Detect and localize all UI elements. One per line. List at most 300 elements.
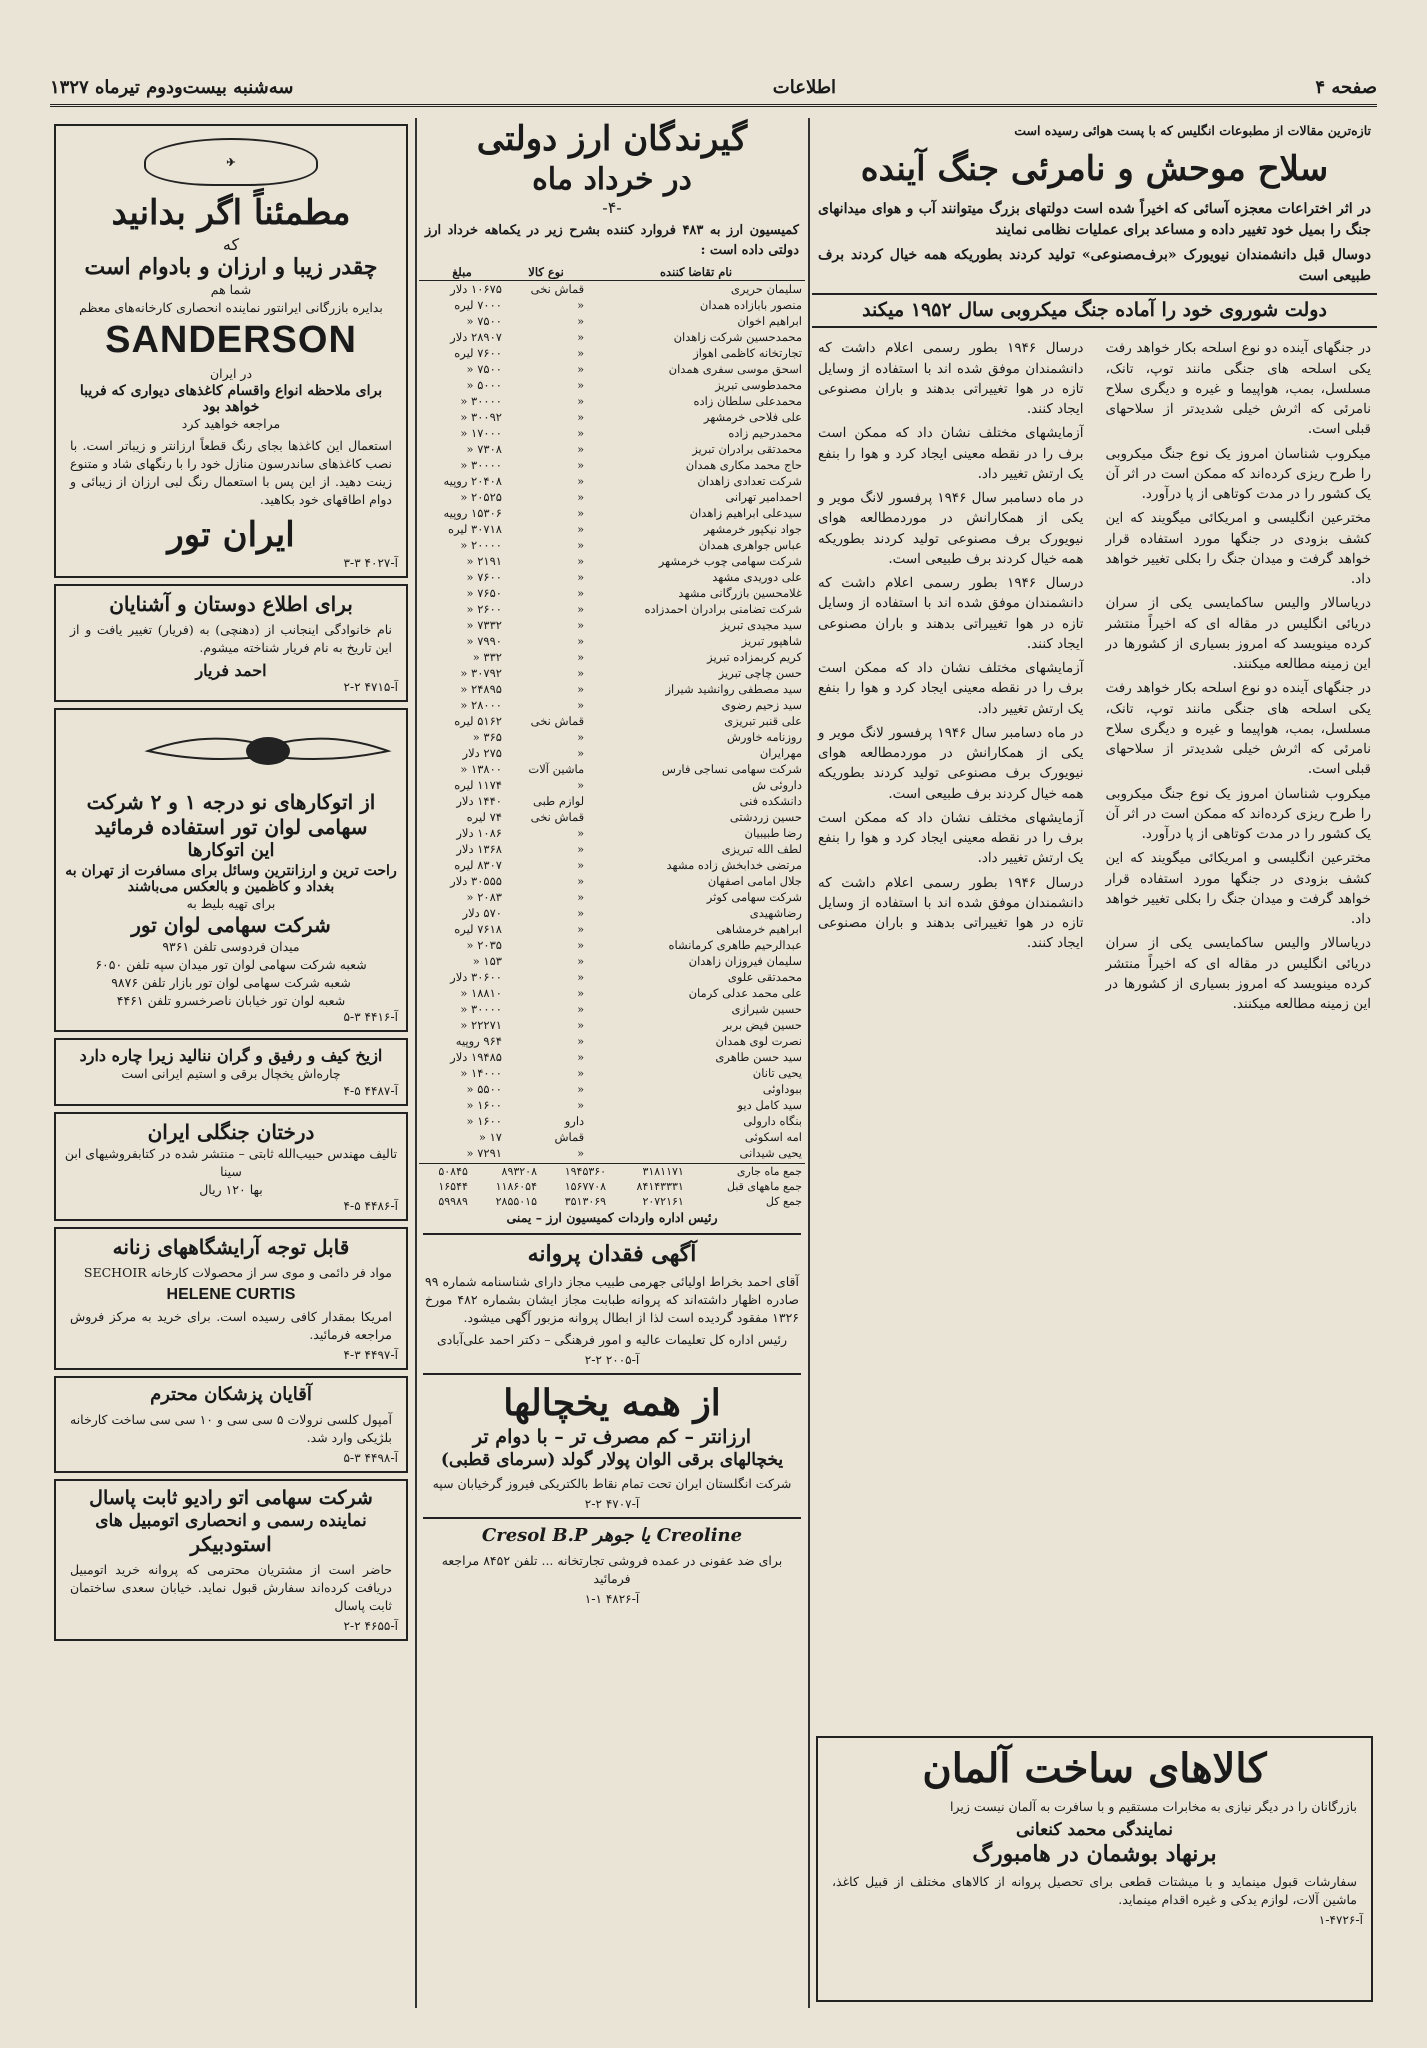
table-cell: « — [577, 410, 585, 424]
table-cell: لطف الله تبریزی — [721, 842, 802, 856]
table-cell: غلامحسین بازرگانی مشهد — [678, 586, 802, 600]
table-cell: ۵۱۶۲ لیره — [454, 714, 502, 728]
table-cell: « — [577, 890, 585, 904]
totals-row — [419, 1164, 805, 1180]
table-cell: محمدعلی سلطان زاده — [693, 394, 802, 408]
table-cell: داروئی ش — [752, 778, 802, 792]
luantour-address: شعبه شرکت سهامی لوان تور بازار تلفن ۹۸۷۶ — [111, 975, 351, 991]
name-change-notice — [54, 584, 408, 702]
table-cell: « — [577, 1002, 585, 1016]
totals-table — [419, 1163, 805, 1209]
table-cell: « — [577, 874, 585, 888]
german-goods-company: برنهاد بوشمان در هامبورگ — [972, 1841, 1217, 1868]
table-cell: ۲۴۸۹۵ « — [460, 682, 502, 696]
table-header: مبلغ — [419, 264, 505, 281]
table-row — [419, 777, 805, 793]
totals-cell: ۳۱۸۱۱۷۱ — [642, 1165, 684, 1178]
table-row — [419, 761, 805, 777]
article-paragraph: درسال ۱۹۴۶ بطور رسمی اعلام داشت که دانشمندان موفق شده اند با استفاده از وسایل تازه در هوا تغییراتی بدهند و باران مصنوعی ایجاد کنند. — [818, 874, 1084, 952]
article-paragraph: دریاسالار والیس ساکمایسی یکی از سران دریائی انگلیس در مقاله ای که اخیراً منتشر کرده مینویسد که امروز بسیاری از کشورها در این زمینه مطالعه میکنند. — [1105, 595, 1371, 673]
table-cell: ۱۰۸۶ دلار — [456, 826, 502, 840]
table-row — [419, 665, 805, 681]
salon-title: قابل توجه آرایشگاههای زنانه — [112, 1234, 350, 1259]
table-row — [419, 745, 805, 761]
table-cell: ۷۶۰۰ لیره — [454, 346, 502, 360]
table-cell: ۱۵۳ « — [472, 954, 502, 968]
table-cell: شاهپور تبریز — [741, 634, 802, 648]
table-cell: قماش نخی — [530, 714, 585, 728]
name-change-body: نام خانوادگی اینجانب از (دهنچی) به (فریار) تغییر یافت و از این تاریخ به نام فریار شناخته میشوم. — [70, 622, 392, 656]
table-cell: « — [577, 1082, 585, 1096]
table-cell: « — [577, 730, 585, 744]
table-cell: ۱۳۶۸ دلار — [456, 842, 502, 856]
table-cell: « — [577, 522, 585, 536]
article-column — [812, 118, 1377, 2008]
table-cell: ۱۷۰۰۰ « — [460, 426, 502, 440]
table-cell: منصور بابازاده همدان — [699, 298, 802, 312]
german-goods-line: بازرگانان را در دیگر نیازی به مخابرات مستقیم و با سافرت به آلمان نیست زیرا — [950, 1799, 1357, 1814]
article-paragraph: در ماه دسامبر سال ۱۹۴۶ پرفسور لانگ مویر و یکی از همکارانش در موردمطالعه هوای نیویورک برف مصنوعی تولید کردند بطوریکه همه خیال کردند برف طبیعی است. — [818, 724, 1084, 802]
luantour-body: راحت ترین و ارزانترین وسائل برای مسافرت از تهران به بغداد و کاظمین و بالعکس می‌باشند — [65, 862, 397, 895]
currency-intro: کمیسیون ارز به ۴۸۳ فروارد کننده بشرح زیر در یکماهه خرداد ارز دولتی داده است : — [425, 223, 799, 258]
table-cell: تجارتخانه کاظمی اهواز — [693, 346, 802, 360]
table-cell: « — [577, 506, 585, 520]
table-cell: ۷۶۱۸ لیره — [454, 922, 502, 936]
table-cell: سید زحیم رضوی — [721, 698, 802, 712]
table-cell: « — [577, 1018, 585, 1032]
iran-tour-logo: ✈ — [144, 138, 318, 186]
table-cell: رضاشهیدی — [749, 906, 802, 920]
doctors-ref: آ-۴۴۹۸ ۳-۵ — [343, 1451, 398, 1465]
table-cell: « — [577, 746, 585, 760]
table-row — [419, 1049, 805, 1065]
notice-signature: رئیس اداره کل تعلیمات عالیه و امور فرهنگی – دکتر احمد علی‌آبادی — [436, 1332, 788, 1347]
table-cell: ابراهیم خرمشاهی — [716, 922, 802, 936]
table-cell: « — [577, 474, 585, 488]
german-goods-agent: نمایندگی محمد کنعانی — [1016, 1820, 1173, 1841]
sanderson-ad — [54, 124, 408, 578]
currency-table — [419, 264, 805, 1161]
forest-trees-title: درختان جنگلی ایران — [147, 1119, 315, 1144]
table-cell: یحیی تانان — [752, 1066, 802, 1080]
article-paragraph: درسال ۱۹۴۶ بطور رسمی اعلام داشت که دانشمندان موفق شده اند با استفاده از وسایل تازه در هوا تغییراتی بدهند و باران مصنوعی ایجاد کنند. — [818, 575, 1084, 652]
forest-trees-ad — [54, 1112, 408, 1221]
table-cell: « — [577, 634, 585, 648]
table-cell: « — [577, 458, 585, 472]
table-cell: ۲۸۰۰۰ « — [460, 698, 502, 712]
table-cell: ۱۱۷۴ لیره — [454, 778, 502, 792]
table-cell: ۷۳۰۸ « — [466, 442, 502, 456]
table-row — [419, 937, 805, 953]
notice-ref: آ-۲۰۰۵ ۲-۲ — [584, 1353, 640, 1368]
table-cell: ۹۶۴ روپیه — [455, 1034, 502, 1048]
sanderson-brand-sub: در ایران — [209, 365, 253, 381]
table-row — [419, 873, 805, 889]
totals-cell: جمع ماههای قبل — [727, 1180, 802, 1193]
table-cell: ۳۶۵ « — [472, 730, 502, 744]
totals-cell: ۵۰۸۴۵ — [438, 1165, 468, 1178]
table-cell: مرتضی خدابخش زاده مشهد — [666, 858, 802, 872]
table-cell: « — [577, 778, 585, 792]
table-cell: ۳۰۶۰۰ دلار — [450, 970, 502, 984]
table-cell: محمدحسین شرکت زاهدان — [673, 330, 802, 344]
table-cell: ۷۲۹۱ « — [466, 1146, 502, 1160]
table-cell: « — [577, 442, 585, 456]
table-cell: « — [577, 378, 585, 392]
table-row — [419, 1145, 805, 1161]
table-cell: ۱۳۸۰۰ « — [460, 762, 502, 776]
radio-body: حاضر است از مشتریان محترمی که پروانه خرید اتومبیل دریافت کرده‌اند سفارش قبول نماید. خیابان سعدی ساختمان ثابت پاسال — [70, 1562, 392, 1614]
table-cell: « — [577, 970, 585, 984]
table-cell: حسین فیض بربر — [722, 1018, 802, 1032]
table-cell: ۲۶۰۰ « — [466, 602, 502, 616]
table-row — [419, 1001, 805, 1017]
table-row — [419, 473, 805, 489]
table-cell: قماش نخی — [530, 282, 585, 296]
luantour-ad — [54, 708, 408, 1032]
table-cell: ۷۶۰۰ « — [466, 570, 502, 584]
table-cell: « — [577, 490, 585, 504]
table-row — [419, 1097, 805, 1113]
table-row — [419, 825, 805, 841]
article-paragraph: آزمایشهای مختلف نشان داد که ممکن است برف را در نقطه معینی ایجاد کرد و هوا را بنفع یک ارتش تغییر داد. — [818, 660, 1084, 717]
table-cell: نصرت لوی همدان — [715, 1034, 802, 1048]
salon-ad — [54, 1227, 408, 1370]
table-cell: سیدعلی ابراهیم زاهدان — [689, 506, 802, 520]
table-cell: « — [577, 346, 585, 360]
table-cell: « — [577, 922, 585, 936]
fridge-remedy-ref: آ-۴۴۸۷ ۵-۴ — [343, 1083, 398, 1098]
totals-cell: جمع ماه جاری — [736, 1165, 802, 1178]
table-cell: « — [577, 1098, 585, 1112]
table-row — [419, 553, 805, 569]
table-cell: « — [577, 554, 585, 568]
german-goods-body: سفارشات قبول مینماید و با میشتات قطعی برای تحصیل پروانه از کالاهای مختلف از قبیل کاغذ، ماشین آلات، لوازم یدکی و غیره اقدام مینماید. — [832, 1873, 1357, 1907]
table-cell: ۲۰۸۳ « — [466, 890, 502, 904]
table-row — [419, 361, 805, 377]
table-cell: حاج محمد مکاری همدان — [685, 458, 802, 472]
table-row — [419, 905, 805, 921]
masthead-title: اطلاعات — [772, 76, 837, 98]
table-cell: ۲۰۰۰۰ « — [460, 538, 502, 552]
german-goods-ad — [816, 1736, 1373, 2002]
table-cell: عباس جواهری همدان — [698, 538, 802, 552]
sanderson-small: شما هم — [210, 282, 252, 297]
sanderson-mid: که — [222, 234, 240, 254]
table-cell: ۱۶۰۰ « — [466, 1098, 502, 1112]
table-cell: حسن چاچی تبریز — [718, 666, 802, 680]
totals-cell: ۱۵۶۷۷۰۸ — [564, 1180, 607, 1193]
luantour-address: شعبه لوان تور خیابان ناصرخسرو تلفن ۴۴۶۱ — [116, 993, 346, 1009]
table-row — [419, 857, 805, 873]
table-cell: « — [577, 906, 585, 920]
table-cell: ۵۵۰۰ « — [466, 1082, 502, 1096]
table-row — [419, 297, 805, 313]
table-row — [419, 585, 805, 601]
table-cell: سید حسن طاهری — [715, 1050, 802, 1064]
table-cell: علی فلاحی خرمشهر — [703, 410, 802, 424]
table-row — [419, 841, 805, 857]
totals-row — [419, 1179, 805, 1194]
doctors-title: آقایان پزشکان محترم — [150, 1384, 312, 1406]
table-cell: قماش نخی — [530, 810, 585, 824]
table-cell: محمدتقی برادران تبریز — [692, 442, 802, 456]
totals-cell: ۱۱۸۶۰۵۴ — [495, 1180, 537, 1193]
article-paragraph: دریاسالار والیس ساکمایسی یکی از سران دریائی انگلیس در مقاله ای که اخیراً منتشر کرده مینویسد که امروز بسیاری از کشورها در این زمینه مطالعه میکنند. — [1105, 935, 1371, 1013]
table-cell: شرکت سهامی نساجی فارس — [661, 762, 802, 776]
table-cell: « — [577, 954, 585, 968]
table-cell: ببوداوئی — [762, 1082, 802, 1096]
table-cell: علی قنبر تبریزی — [724, 714, 802, 728]
notice-body: آقای احمد بخراط اولیائی جهرمی طبیب مجاز دارای شناسنامه شماره ۹۹ صادره اظهار داشته‌اند که پروانه طبابت مجاز ایشان بشماره ۴۸۲ مورخ ۱۳۲۶ مفقود گردیده است لذا از ابطال پروانه مزبور آگهی میشود. — [425, 1273, 799, 1325]
currency-title-2: در خرداد ماه — [532, 161, 692, 197]
table-cell: « — [577, 1066, 585, 1080]
table-cell: ۱۸۸۱۰ « — [460, 986, 502, 1000]
table-row — [419, 409, 805, 425]
totals-cell: جمع کل — [765, 1195, 802, 1208]
table-cell: « — [577, 298, 585, 312]
table-cell: « — [577, 570, 585, 584]
sanderson-claim-2: مراجعه خواهید کرد — [181, 415, 281, 431]
table-cell: « — [577, 426, 585, 440]
table-cell: ۲۰۴۰۸ روپیه — [443, 474, 502, 488]
salon-body: مواد فر دائمی و موی سر از محصولات کارخانه SECHOIR — [83, 1264, 392, 1280]
table-cell: ۱۷ « — [478, 1130, 502, 1144]
table-cell: احمدامیر تهرانی — [725, 490, 802, 504]
forest-trees-ref: آ-۴۴۸۶ ۵-۴ — [343, 1198, 398, 1213]
currency-title: گیرندگان ارز دولتی — [476, 119, 748, 159]
table-cell: سید کامل دیو — [737, 1098, 802, 1112]
table-cell: ۷۳۳۲ « — [466, 618, 502, 632]
fridge-remedy-ad — [54, 1038, 408, 1105]
table-header: نوع کالا — [505, 264, 587, 281]
article-paragraph: مخترعین انگلیسی و امریکائی میگویند که این کشف بزودی در جنگها مورد استفاده قرار خواهد گرفت و میدان جنگ را بکلی تغییر خواهد داد. — [1105, 510, 1371, 588]
table-cell: « — [577, 858, 585, 872]
table-cell: « — [577, 602, 585, 616]
table-cell: ۱۴۰۰۰ « — [460, 1066, 502, 1080]
table-cell: حسین شیرازی — [731, 1002, 802, 1016]
table-cell: ۳۰۰۰۰ « — [460, 394, 502, 408]
table-cell: ۱۵۳۰۶ روپیه — [443, 506, 502, 520]
radio-ad — [54, 1479, 408, 1641]
salon-brand: HELENE CURTIS — [166, 1286, 296, 1303]
table-cell: ۸۳۰۷ لیره — [454, 858, 502, 872]
table-row — [419, 617, 805, 633]
table-cell: محمدرحیم زاده — [728, 426, 802, 440]
totals-row — [419, 1194, 805, 1209]
table-cell: ۱۶۰۰ « — [466, 1114, 502, 1128]
salon-ref: آ-۴۴۹۷ ۳-۴ — [343, 1348, 398, 1363]
totals-cell: ۱۹۴۵۳۶۰ — [564, 1165, 607, 1178]
sanderson-intro: بدایره بازرگانی ایرانتور نماینده انحصاری کارخانه‌های معظم — [79, 300, 383, 316]
table-cell: سلیمان فیروزان زاهدان — [688, 954, 802, 968]
article-kicker: تازه‌ترین مقالات از مطبوعات انگلیس که با پست هوائی رسیده است — [1014, 123, 1371, 138]
totals-cell: ۵۹۹۸۹ — [438, 1195, 468, 1208]
radio-brand: استودبیکر — [190, 1532, 272, 1556]
table-cell: شرکت تضامنی برادران احمدزاده — [644, 602, 802, 616]
table-row — [419, 489, 805, 505]
article-paragraph: در ماه دسامبر سال ۱۹۴۶ پرفسور لانگ مویر و یکی از همکارانش در موردمطالعه هوای نیویورک برف مصنوعی تولید کردند بطوریکه همه خیال کردند برف طبیعی است. — [818, 490, 1084, 567]
table-row — [419, 329, 805, 345]
fridge-ref: آ-۴۷۰۷ ۲-۲ — [584, 1497, 640, 1512]
cresol-title: Creoline یا جوهر Cresol B.P — [481, 1525, 743, 1547]
table-cell: « — [577, 314, 585, 328]
table-cell: ۳۰۰۰۰ « — [460, 1002, 502, 1016]
table-cell: ماشین آلات — [528, 762, 585, 776]
table-cell: ۳۰۷۹۲ « — [460, 666, 502, 680]
table-row — [419, 969, 805, 985]
table-row — [419, 809, 805, 825]
cresol-ref: آ-۴۸۲۶ ۱-۱ — [584, 1592, 640, 1606]
table-row — [419, 393, 805, 409]
fridge-remedy-title: ازیخ کیف و رفیق و گران ننالید زیرا چاره دارد — [79, 1046, 383, 1066]
german-goods-ref: آ-۴۷۲۶-۱ — [1318, 1913, 1363, 1928]
table-row — [419, 521, 805, 537]
name-change-ref: آ-۴۷۱۵ ۲-۲ — [343, 680, 398, 695]
luantour-ref: آ-۴۴۱۶ ۳-۵ — [343, 1010, 398, 1025]
table-cell: محمدطوسی تبریز — [715, 378, 802, 392]
table-cell: ۷۰۰۰ لیره — [454, 298, 502, 312]
page-number: صفحه ۴ — [1315, 76, 1377, 98]
article-headline: سلاح موحش و نامرئی جنگ آینده — [860, 149, 1329, 190]
table-row — [419, 1081, 805, 1097]
sanderson-body: استعمال این کاغذها بجای رنگ قطعاً ارزانتر و زیباتر است. با نصب کاغذهای ساندرسون منازل خود را با رنگهای شاد و متنوع زینت دهید. از این پس با استعمال رنگ لبی ارزان از زیبائی و دوام اطاقهای خود بکاهید. — [70, 438, 392, 508]
table-row — [419, 729, 805, 745]
table-row — [419, 889, 805, 905]
table-row — [419, 793, 805, 809]
table-row — [419, 649, 805, 665]
table-cell: علی دوریدی مشهد — [712, 570, 802, 584]
totals-cell: ۳۵۱۳۰۶۹ — [564, 1195, 607, 1208]
table-cell: شرکت سهامی کوثر — [706, 890, 802, 904]
table-cell: ۳۳۲ « — [472, 650, 502, 664]
currency-column — [419, 118, 805, 2008]
sanderson-brand: SANDERSON — [105, 319, 357, 362]
luantour-tickets: برای تهیه بلیط به — [186, 895, 276, 911]
article-deck-2: دوسال قبل دانشمندان نیویورک «برف‌مصنوعی» تولید کردند بطوریکه همه خیال کردند برف طبیعی است — [818, 246, 1371, 284]
table-cell: ۵۰۰۰ « — [466, 378, 502, 392]
german-goods-title: کالاهای ساخت آلمان — [922, 1745, 1267, 1792]
fridge-body: شرکت انگلستان ایران تحت تمام نقاط بالکتریکی فیروز گرخیابان سپه — [432, 1476, 792, 1492]
table-cell: مهرایران — [759, 746, 802, 760]
ads-column — [50, 118, 412, 2008]
table-cell: ۲۱۹۱ « — [466, 554, 502, 568]
table-cell: شرکت تعدادی زاهدان — [697, 474, 802, 488]
table-cell: ۱۴۴۰ دلار — [456, 794, 502, 808]
table-row — [419, 1033, 805, 1049]
column-rule-left — [415, 118, 417, 2008]
table-cell: روزنامه خاورش — [726, 730, 802, 744]
table-cell: « — [577, 666, 585, 680]
table-row — [419, 1065, 805, 1081]
table-row — [419, 505, 805, 521]
article-deck: در اثر اختراعات معجزه آسائی که اخیراً شده است دولتهای بزرگ میتوانند آب و هوای میدانهای جنگ را بمیل خود تغییر داده و مساعد برای عملیات نظامی نمایند — [818, 200, 1371, 238]
table-cell: یحیی شیدانی — [739, 1146, 802, 1160]
table-cell: ۳۰۰۹۲ « — [460, 410, 502, 424]
table-cell: ۱۰۶۷۵ دلار — [450, 282, 502, 296]
table-row — [419, 441, 805, 457]
name-change-signature: احمد فریار — [195, 661, 267, 681]
table-cell: سید مجیدی تبریز — [720, 618, 802, 632]
table-cell: لوازم طبی — [533, 794, 585, 808]
table-cell: علی محمد عدلی کرمان — [688, 986, 802, 1000]
table-cell: « — [577, 538, 585, 552]
table-row — [419, 281, 805, 298]
table-cell: ابراهیم اخوان — [737, 314, 802, 328]
page-header — [50, 70, 1377, 107]
radio-ref: آ-۴۶۵۵ ۲-۲ — [343, 1619, 398, 1634]
table-cell: « — [577, 842, 585, 856]
salon-body-2: امریکا بمقدار کافی رسیده است. برای خرید به مرکز فروش مراجعه فرمائید. — [70, 1309, 392, 1343]
radio-title: شرکت سهامی اتو رادیو ثابت پاسال — [89, 1487, 373, 1509]
table-header: نام تقاضا کننده — [587, 264, 805, 281]
sanderson-ref: آ-۴۰۲۷ ۳-۳ — [343, 556, 398, 570]
table-row — [419, 425, 805, 441]
table-row — [419, 537, 805, 553]
table-cell: ۷۶۵۰ « — [466, 586, 502, 600]
name-change-title: برای اطلاع دوستان و آشنایان — [109, 592, 353, 616]
table-row — [419, 313, 805, 329]
table-cell: ۵۷۰ دلار — [462, 906, 502, 920]
table-cell: سلیمان حریری — [730, 282, 802, 296]
table-row — [419, 377, 805, 393]
currency-table-body — [419, 281, 805, 1162]
luantour-title: از اتوکارهای نو درجه ۱ و ۲ شرکت سهامی لوان تور استفاده فرمائید — [86, 790, 376, 840]
sanderson-headline: مطمئناً اگر بدانید — [111, 193, 351, 233]
table-row — [419, 921, 805, 937]
table-cell: « — [577, 330, 585, 344]
table-row — [419, 569, 805, 585]
table-cell: « — [577, 1034, 585, 1048]
article-paragraph: آزمایشهای مختلف نشان داد که ممکن است برف را در نقطه معینی ایجاد کرد و هوا را بنفع یک ارتش تغییر داد. — [818, 809, 1084, 867]
article-subheadline: دولت شوروی خود را آماده جنگ میکروبی سال ۱۹۵۲ میکند — [812, 293, 1377, 329]
article-paragraph: در جنگهای آینده دو نوع اسلحه بکار خواهد رفت یکی اسلحه های جنگی مانند توپ، تانک، مسلسل، بمب، هواپیما و غیره و دیگری سلاح نامرئی که اثرش خیلی شدیدتر از سلاحهای قبلی است. — [1105, 340, 1371, 438]
table-cell: ۷۹۹۰ « — [466, 634, 502, 648]
table-row — [419, 1129, 805, 1145]
article-paragraph: مخترعین انگلیسی و امریکائی میگویند که این کشف بزودی در جنگها مورد استفاده قرار خواهد گرفت و میدان جنگ را بکلی تغییر خواهد داد. — [1105, 850, 1371, 928]
table-row — [419, 345, 805, 361]
table-row — [419, 697, 805, 713]
article-paragraph: در جنگهای آینده دو نوع اسلحه بکار خواهد رفت یکی اسلحه های جنگی مانند توپ، تانک، مسلسل، بمب، هواپیما و غیره و دیگری سلاح نامرئی که اثرش خیلی شدیدتر از سلاحهای قبلی است. — [1105, 680, 1371, 778]
article-paragraph: میکروب شناسان امروز یک نوع جنگ میکروبی را طرح ریزی کرده‌اند که ممکن است در اثر آن یک کشور را در مدت کوتاهی از پا درآورد. — [1105, 785, 1371, 843]
radio-sub: نماینده رسمی و انحصاری اتومبیل های — [95, 1510, 367, 1531]
table-cell: جلال امامی اصفهان — [707, 874, 802, 888]
luantour-sub: این اتوکارها — [187, 840, 275, 862]
doctors-ad — [54, 1376, 408, 1473]
table-cell: ۲۰۵۲۵ « — [460, 490, 502, 504]
fridge-title: از همه یخچالها — [503, 1382, 721, 1425]
article-paragraph: آزمایشهای مختلف نشان داد که ممکن است برف را در نقطه معینی ایجاد کرد و هوا را بنفع یک ارتش تغییر داد. — [818, 425, 1084, 482]
table-cell: « — [577, 362, 585, 376]
table-cell: « — [577, 938, 585, 952]
table-cell: محمدتقی علوی — [727, 970, 802, 984]
table-cell: ۷۴ لیره — [466, 810, 502, 824]
table-row — [419, 681, 805, 697]
table-row — [419, 1017, 805, 1033]
table-cell: « — [577, 394, 585, 408]
notice-title: آگهی فقدان پروانه — [527, 1241, 697, 1268]
table-cell: ۲۷۵ دلار — [462, 746, 502, 760]
table-cell: « — [577, 650, 585, 664]
table-cell: « — [577, 618, 585, 632]
fridge-remedy-body: چاره‌اش یخچال برقی و استیم ایرانی است — [121, 1066, 341, 1082]
table-cell: « — [577, 586, 585, 600]
table-cell: « — [577, 986, 585, 1000]
column-rule-right — [808, 118, 810, 2008]
table-cell: حسین زردشتی — [729, 810, 802, 824]
table-cell: رضا طبیبیان — [744, 826, 802, 840]
table-cell: امه اسکوئی — [744, 1130, 802, 1144]
